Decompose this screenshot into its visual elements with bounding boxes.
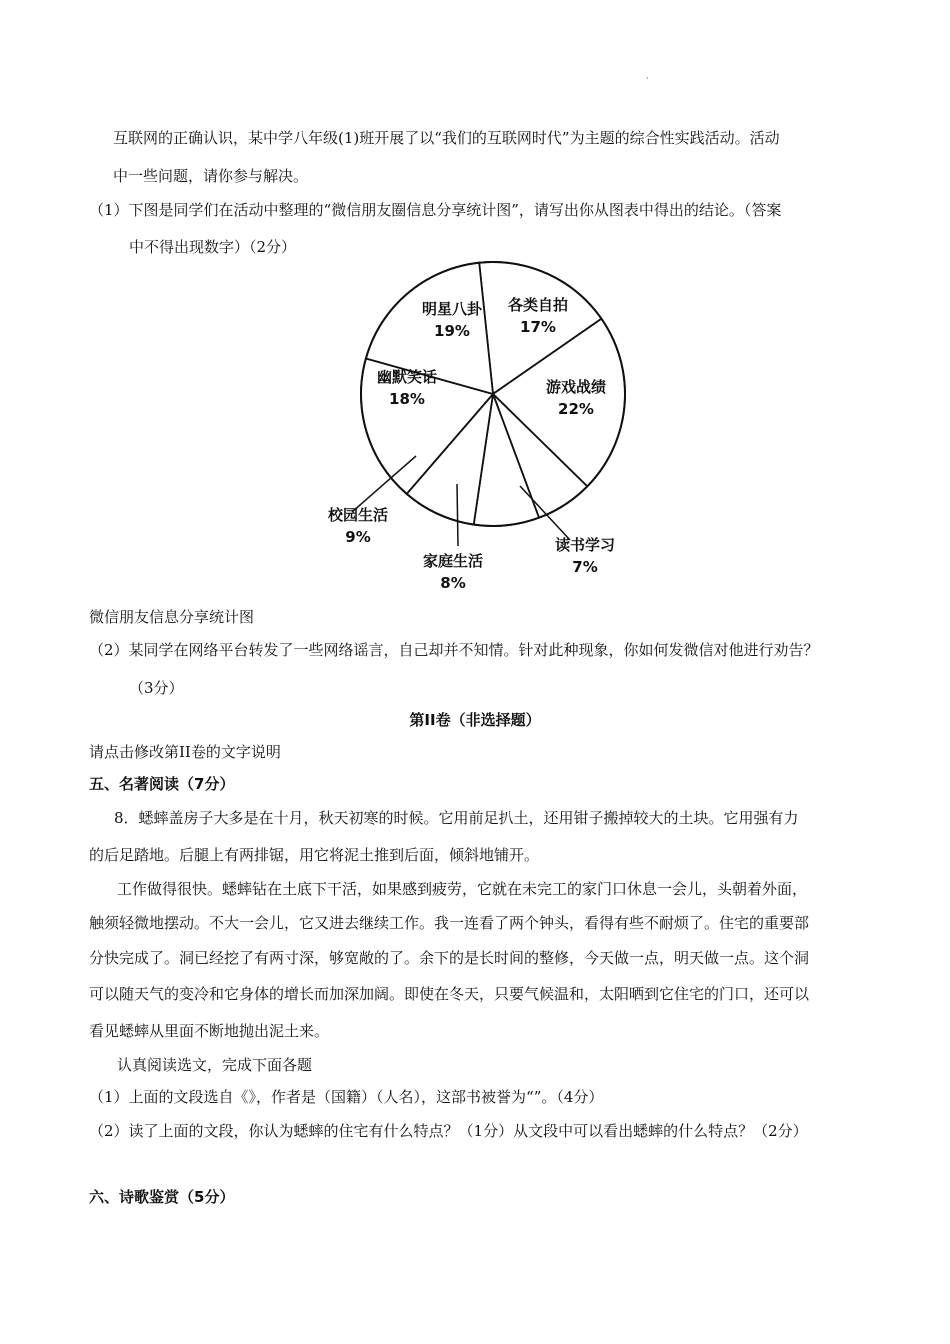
pie-slice-percent: 19% [434, 322, 470, 340]
intro-line-2: 中一些问题，请你参与解决。 [113, 167, 309, 185]
part-5-heading: 五、名著阅读（7分） [89, 775, 235, 793]
share-pie-chart [280, 258, 660, 598]
pie-slice-label: 校园生活 [327, 506, 389, 524]
section-title: 第II卷（非选择题） [409, 711, 541, 729]
pie-slice-percent: 9% [345, 528, 371, 546]
passage-line-2: 的后足踏地。后腿上有两排锯，用它将泥土推到后面，倾斜地铺开。 [89, 846, 540, 864]
section-note: 请点击修改第II卷的文字说明 [89, 743, 281, 761]
part-6-heading: 六、诗歌鉴赏（5分） [89, 1188, 235, 1206]
passage-line-7: 看见蟋蟀从里面不断地抛出泥土来。 [89, 1022, 330, 1040]
question-2-line-1: （2）某同学在网络平台转发了一些网络谣言，自己却并不知情。针对此种现象，你如何发微信对他进行劝告？ [89, 641, 819, 659]
passage-line-3: 工作做得很快。蟋蟀钻在土底下干活，如果感到疲劳，它就在未完工的家门口休息一会儿，头朝着外面， [117, 880, 808, 898]
pie-slice-percent: 18% [389, 390, 425, 408]
pie-slice-label: 读书学习 [554, 536, 616, 554]
reading-instruction: 认真阅读选文，完成下面各题 [117, 1056, 313, 1074]
pie-slice-label: 家庭生活 [422, 552, 484, 570]
question-1-line-1: （1）下图是同学们在活动中整理的“微信朋友圈信息分享统计图”，请写出你从图表中得出的结论。（答案 [89, 201, 782, 219]
pie-slice-label: 游戏战绩 [545, 378, 607, 396]
passage-line-6: 可以随天气的变冷和它身体的增长而加深加阔。即使在冬天，只要气候温和，太阳晒到它住宅的门口，还可以 [89, 985, 810, 1003]
pie-slice-label: 各类自拍 [507, 296, 569, 314]
sub-question-2: （2）读了上面的文段，你认为蟋蟀的住宅有什么特点？（1分）从文段中可以看出蟋蟀的什么特点？（2分） [89, 1122, 808, 1140]
question-2-line-2: （3分） [129, 679, 184, 697]
chart-caption: 微信朋友信息分享统计图 [89, 608, 255, 626]
question-1-line-2: 中不得出现数字）（2分） [129, 238, 297, 256]
pie-leader-line [457, 484, 458, 546]
intro-line-1: 互联网的正确认识，某中学八年级(1)班开展了以“我们的互联网时代”为主题的综合性实践活动。活动 [113, 129, 780, 147]
passage-line-5: 分快完成了。洞已经挖了有两寸深，够宽敞的了。余下的是长时间的整修，今天做一点，明天做一点。这个洞 [89, 949, 810, 967]
pie-slice-percent: 7% [572, 558, 598, 576]
pie-slice-percent: 17% [520, 318, 556, 336]
passage-line-4: 触须轻微地摆动。不大一会儿，它又进去继续工作。我一连看了两个钟头，看得有些不耐烦了。住宅的重要部 [89, 914, 810, 932]
page-dot-mark: · [646, 74, 649, 83]
pie-slice-label: 明星八卦 [421, 300, 483, 318]
pie-slice-percent: 8% [440, 574, 466, 592]
passage-line-1: 8．蟋蟀盖房子大多是在十月，秋天初寒的时候。它用前足扒土，还用钳子搬掉较大的土块。它用强有力 [114, 809, 799, 827]
pie-slice-label: 幽默笑话 [376, 368, 438, 386]
pie-slice-percent: 22% [558, 400, 594, 418]
sub-question-1: （1）上面的文段选自《》，作者是（国籍）（人名），这部书被誉为“”。（4分） [89, 1088, 604, 1106]
